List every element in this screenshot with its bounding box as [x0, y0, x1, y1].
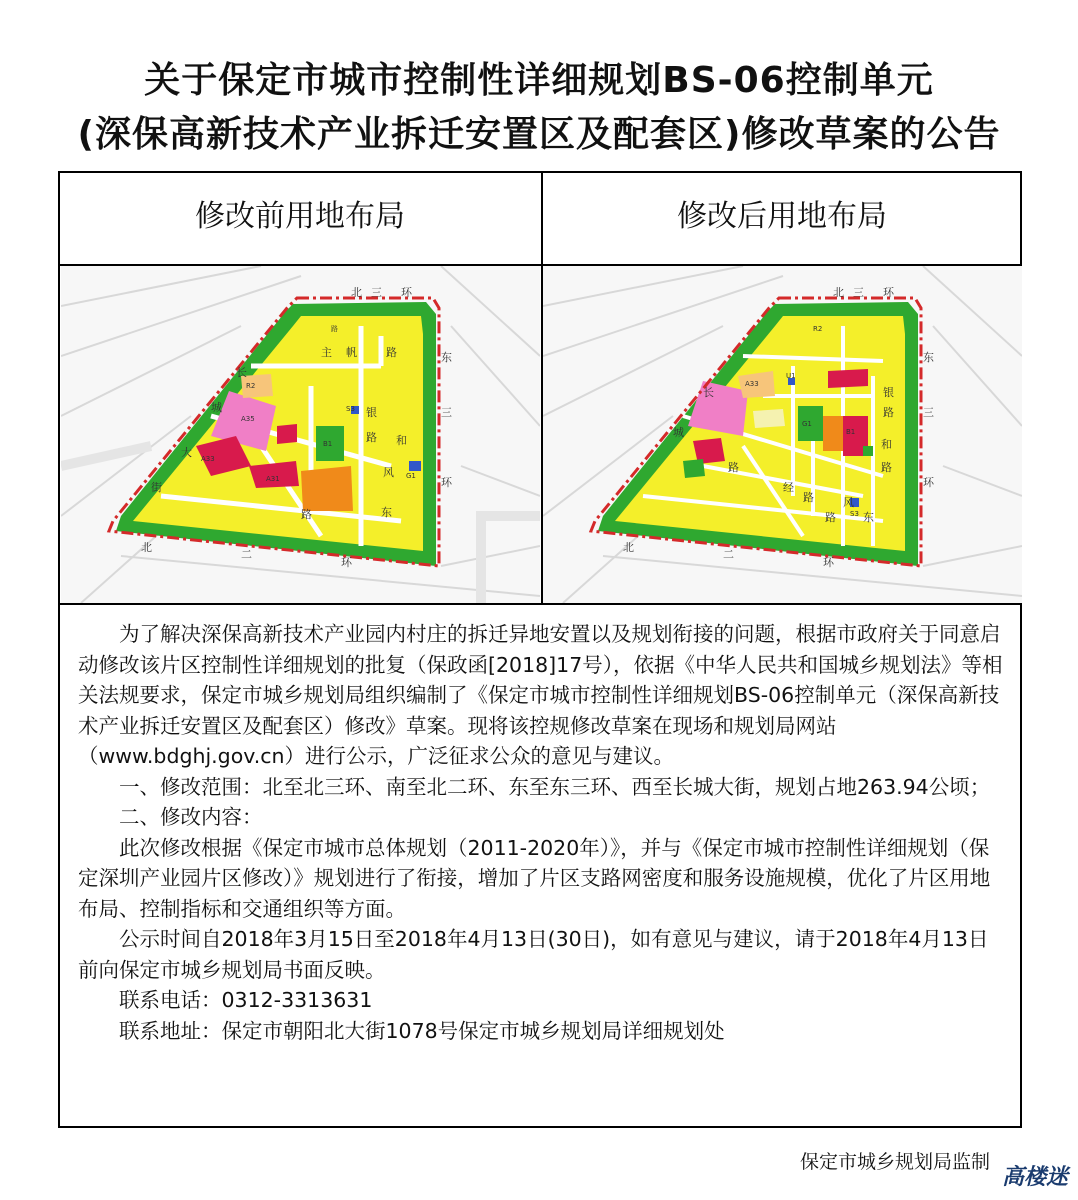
map-code: B1 — [323, 440, 333, 448]
notice-title-line2: (深保高新技术产业拆迁安置区及配套区)修改草案的公告 — [77, 114, 1001, 155]
land-orange — [301, 466, 353, 511]
map-code: B1 — [846, 428, 856, 436]
map-label: 东 — [381, 506, 392, 519]
map-label: 和 — [396, 434, 407, 447]
map-code: S3 — [346, 405, 355, 413]
map-code: U1 — [786, 372, 796, 380]
map-label: 路 — [803, 491, 814, 504]
map-code: S3 — [850, 510, 859, 518]
after-map-svg — [543, 266, 1022, 603]
map-label: 银 — [366, 406, 377, 419]
map-label: 三 — [923, 406, 934, 419]
map-label: 三 — [441, 406, 452, 419]
map-divider — [60, 603, 1020, 605]
map-label: 北 — [351, 286, 362, 299]
map-label: 银 — [883, 386, 894, 399]
notice-frame — [58, 171, 1022, 1128]
before-layout-map — [61, 266, 540, 603]
before-layout-heading: 修改前用地布局 — [195, 199, 405, 234]
map-code: A33 — [745, 380, 759, 388]
land-b1b — [277, 424, 297, 444]
before-map-svg — [61, 266, 540, 603]
map-label: 路 — [366, 431, 377, 444]
land-green-small — [683, 459, 705, 478]
body-paragraph-scope: 一、修改范围：北至北三环、南至北二环、东至东三环、西至长城大街，规划占地263.94公顷； — [119, 774, 991, 799]
map-label: 北 — [623, 541, 634, 554]
land-light — [753, 409, 785, 428]
map-label: 帆 — [346, 346, 357, 359]
body-paragraph-content: 此次修改根据《保定市城市总体规划（2011-2020年）》，并与《保定市城市控制性详细规划（保定深圳产业园片区修改）》规划进行了衔接，增加了片区支路网密度和服务设施规模，优化了片区用地布局、控制指标和交通组织等方面。 — [78, 835, 991, 921]
map-label: 东 — [863, 511, 874, 524]
map-code: G1 — [406, 472, 416, 480]
map-label: 街 — [151, 481, 162, 494]
map-label: 路 — [825, 511, 836, 524]
notice-title-line1: 关于保定市城市控制性详细规划BS-06控制单元 — [144, 60, 934, 101]
map-label: 和 — [881, 438, 892, 451]
land-s3 — [409, 461, 421, 471]
issuer-footer: 保定市城乡规划局监制 — [799, 1151, 990, 1173]
map-code: A35 — [241, 415, 255, 423]
map-code: A33 — [201, 455, 215, 463]
map-label: 环 — [883, 286, 894, 299]
map-label: 长 — [703, 386, 714, 399]
contact-phone: 联系电话：0312-3313631 — [119, 988, 373, 1012]
body-paragraph-content-heading: 二、修改内容： — [119, 805, 263, 829]
map-code: R2 — [813, 325, 823, 333]
map-label: 经 — [783, 481, 794, 494]
map-label: 风 — [843, 496, 854, 509]
map-label: 路 — [728, 461, 739, 474]
map-label: 北 — [141, 541, 152, 554]
land-green-corner — [863, 446, 873, 456]
map-label: 三 — [371, 286, 382, 299]
map-label: 路 — [883, 406, 894, 419]
map-label: 环 — [401, 286, 412, 299]
map-code: 路 — [331, 325, 338, 333]
land-b1b — [828, 369, 868, 388]
map-label: 环 — [341, 556, 352, 569]
map-label: 路 — [386, 346, 397, 359]
after-layout-heading: 修改后用地布局 — [677, 199, 887, 234]
map-label: 二 — [723, 548, 734, 561]
map-code: R2 — [246, 382, 256, 390]
map-label: 三 — [853, 286, 864, 299]
map-label: 东 — [923, 351, 934, 364]
watermark-logo: 高楼迷 — [1001, 1165, 1068, 1190]
map-label: 东 — [441, 351, 452, 364]
map-label: 大 — [181, 446, 192, 459]
map-code: A31 — [266, 475, 280, 483]
map-label: 路 — [301, 508, 312, 521]
contact-address: 联系地址：保定市朝阳北大街1078号保定市城乡规划局详细规划处 — [119, 1018, 725, 1043]
map-label: 北 — [833, 286, 844, 299]
map-code: G1 — [802, 420, 812, 428]
map-label: 二 — [241, 548, 252, 561]
map-label: 城 — [211, 401, 222, 414]
map-label: 环 — [923, 476, 934, 489]
map-label: 风 — [383, 466, 394, 479]
map-label: 环 — [823, 556, 834, 569]
map-label: 环 — [441, 476, 452, 489]
notice-body — [78, 619, 1008, 1046]
body-paragraph-period: 公示时间自2018年3月15日至2018年4月13日(30日)，如有意见与建议，请于2018年4月13日前向保定市城乡规划局书面反映。 — [78, 927, 989, 982]
map-label: 长 — [236, 366, 247, 379]
map-label: 主 — [321, 346, 332, 359]
map-label: 城 — [673, 426, 684, 439]
after-layout-map — [543, 266, 1022, 603]
map-label: 路 — [881, 461, 892, 474]
body-paragraph-intro: 为了解决深保高新技术产业园内村庄的拆迁异地安置以及规划衔接的问题，根据市政府关于同意启动修改该片区控制性详细规划的批复（保政函[2018]17号），依据《中华人民共和国城乡规划法》等相关法规要求，保定市城乡规划局组织编制了《保定市城市控制性详细规划BS-06控制单元（深保高新技术产业拆迁安置区及配套区）修改》草案。现将该控规修改草案在现场和规划局网站（www.bdghj.gov.cn）进行公示，广泛征求公众的意见与建议。 — [78, 622, 1003, 768]
land-orange — [823, 416, 843, 451]
